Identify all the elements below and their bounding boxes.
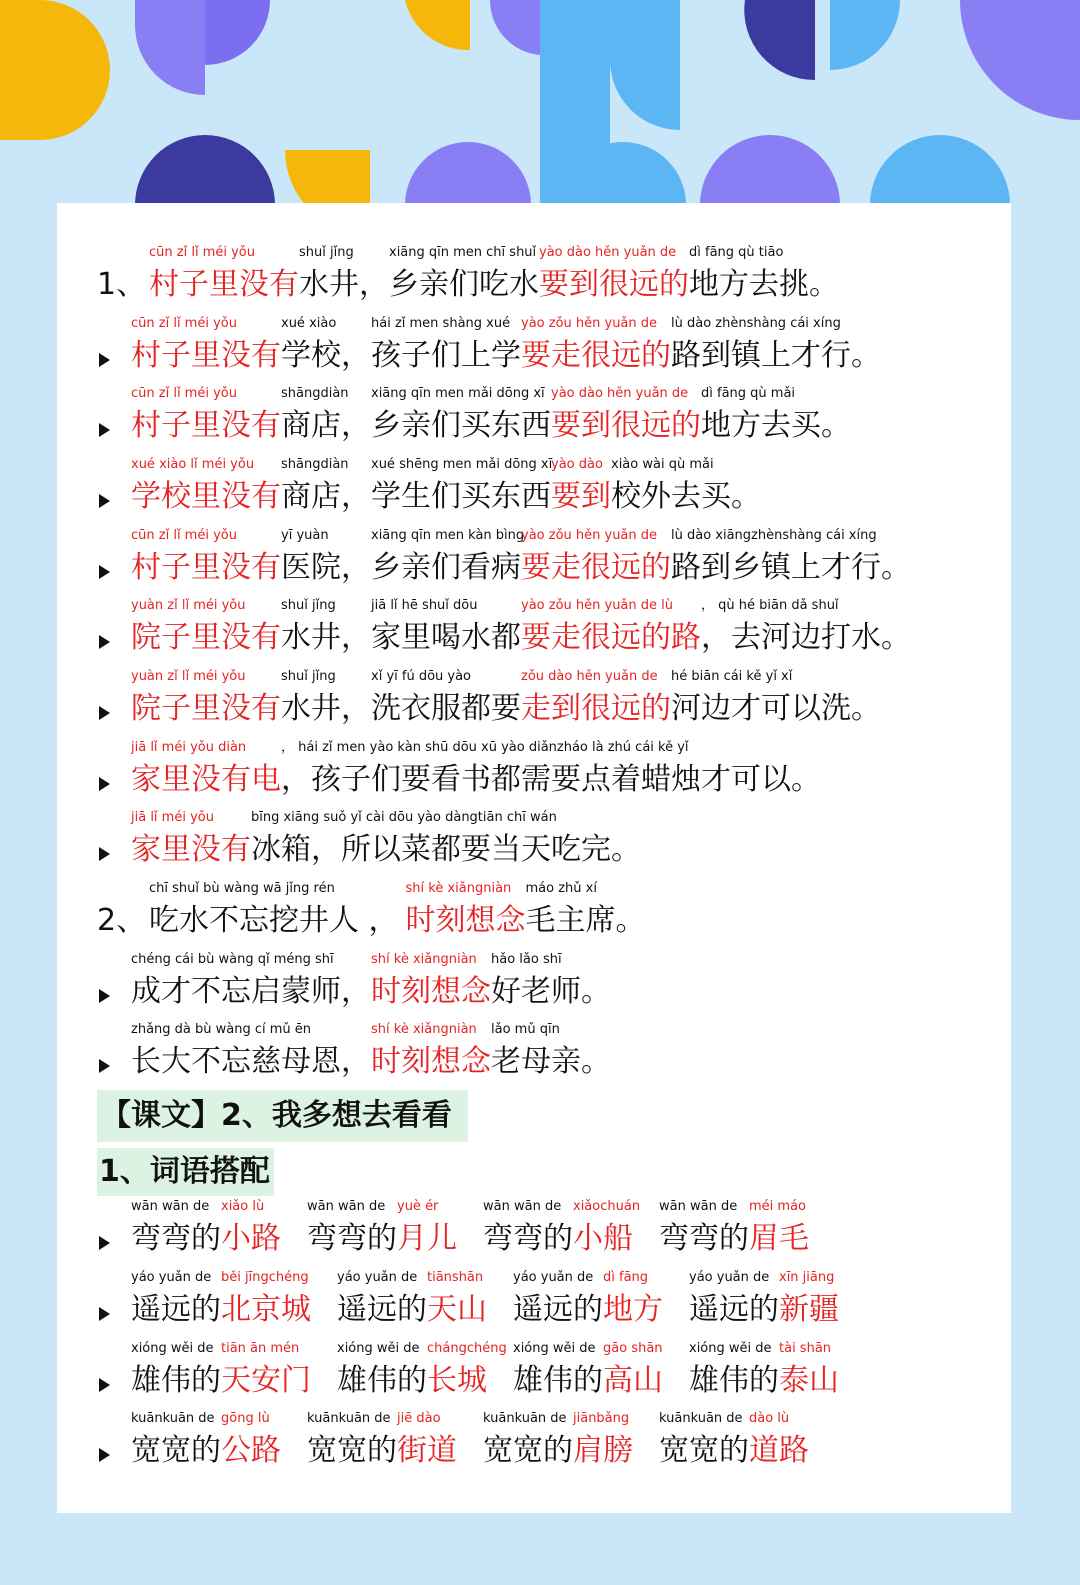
- pinyin: gāo shān: [603, 1341, 663, 1356]
- hanzi: 雄伟的: [131, 1363, 221, 1398]
- highlighted-phrase: [221, 1339, 311, 1405]
- sub-heading: 1、词语搭配: [97, 1148, 274, 1196]
- hanzi: 天山: [427, 1292, 487, 1327]
- highlighted-phrase: [539, 243, 689, 309]
- hanzi: ，孩子们要看书都需要点着蜡烛才可以。: [281, 762, 821, 797]
- pinyin: shí kè xiǎngniàn: [405, 881, 512, 896]
- hanzi: 村子里没有: [131, 550, 281, 585]
- highlighted-phrase: [371, 1020, 508, 1086]
- hanzi: 村子里没有: [131, 338, 281, 373]
- pinyin: jiā lǐ méi yǒu: [131, 810, 214, 825]
- hanzi: 学校，: [281, 338, 371, 373]
- pinyin: máo zhǔ xí: [525, 881, 597, 896]
- pinyin: xiāng qīn men chī shuǐ: [389, 245, 537, 260]
- hanzi: 走到很远的: [521, 691, 671, 726]
- pinyin: gōng lù: [221, 1411, 270, 1426]
- pinyin: yuàn zǐ lǐ méi yǒu: [131, 598, 246, 613]
- pinyin: méi máo: [749, 1199, 806, 1214]
- phrase: [251, 808, 646, 874]
- hanzi: 地方: [603, 1292, 663, 1327]
- phrase: [281, 596, 371, 662]
- highlighted-phrase: [131, 314, 281, 380]
- text-row: [57, 314, 1011, 380]
- phrase: [371, 314, 538, 380]
- hanzi: 时刻想念: [371, 974, 491, 1009]
- highlighted-phrase: [779, 1339, 840, 1405]
- highlighted-phrase: [779, 1268, 847, 1334]
- pinyin: hé biān cái kě yǐ xǐ: [671, 669, 793, 684]
- hanzi: 村子里没有: [149, 267, 299, 302]
- text-row: [57, 1197, 1011, 1263]
- pinyin: xǐ yī fú dōu yào: [371, 669, 472, 684]
- hanzi: 要到很远的: [551, 408, 701, 443]
- highlighted-phrase: [397, 1409, 458, 1475]
- highlighted-phrase: [749, 1197, 810, 1263]
- highlighted-phrase: [131, 808, 253, 874]
- phrase: [491, 950, 611, 1016]
- hanzi: 雄伟的: [513, 1363, 603, 1398]
- hanzi: 校外去买。: [611, 479, 761, 514]
- hanzi: 弯弯的: [483, 1221, 573, 1256]
- pinyin: wān wān de: [131, 1199, 210, 1214]
- highlighted-phrase: [131, 384, 281, 450]
- hanzi: 孩子们上学: [371, 338, 521, 373]
- hanzi: 家里喝水都: [371, 620, 521, 655]
- hanzi: 路到镇上才行。: [671, 338, 881, 373]
- hanzi: 地方去挑。: [689, 267, 839, 302]
- hanzi: 时刻想念: [371, 1044, 491, 1079]
- hanzi: 医院，: [281, 550, 371, 585]
- hanzi: 肩膀: [573, 1433, 633, 1468]
- pinyin: bīng xiāng suǒ yǐ cài dōu yào dàngtiān chī wán: [251, 810, 557, 825]
- hanzi: 弯弯的: [307, 1221, 397, 1256]
- pinyin: xióng wěi de: [131, 1341, 214, 1356]
- bullet-triangle-icon: [99, 1307, 110, 1321]
- pinyin: ， qù hé biān dǎ shuǐ: [701, 598, 839, 613]
- highlighted-phrase: [406, 879, 543, 945]
- phrase: [131, 1339, 230, 1405]
- hanzi: 月儿: [397, 1221, 457, 1256]
- pinyin: wān wān de: [307, 1199, 386, 1214]
- pinyin: chángchéng: [427, 1341, 507, 1356]
- hanzi: 家里没有: [131, 832, 251, 867]
- phrase: [281, 667, 371, 733]
- pinyin: xióng wěi de: [337, 1341, 420, 1356]
- phrase: [526, 879, 646, 945]
- pinyin: lù dào xiāngzhènshàng cái xíng: [671, 528, 877, 543]
- highlighted-phrase: [221, 1409, 282, 1475]
- bullet-triangle-icon: [99, 1448, 110, 1462]
- hanzi: 好老师。: [491, 974, 611, 1009]
- pinyin: shāngdiàn: [281, 386, 349, 401]
- hanzi: 水井，: [281, 691, 371, 726]
- highlighted-phrase: [603, 1339, 664, 1405]
- pinyin: kuānkuān de: [483, 1411, 567, 1426]
- pinyin: hǎo lǎo shī: [491, 952, 562, 967]
- bullet-triangle-icon: [99, 565, 110, 579]
- pinyin: yào dào hěn yuǎn de: [551, 386, 689, 401]
- hanzi: 要走很远的: [521, 338, 671, 373]
- bullet-triangle-icon: [99, 989, 110, 1003]
- hanzi: 北京城: [221, 1292, 311, 1327]
- phrase: [281, 384, 371, 450]
- pinyin: yuàn zǐ lǐ méi yǒu: [131, 669, 246, 684]
- item-number: 1、: [97, 267, 147, 302]
- pinyin: yào zǒu hěn yuǎn de: [521, 316, 658, 331]
- phrase: [701, 384, 851, 450]
- pinyin: cūn zǐ lǐ méi yǒu: [131, 528, 237, 543]
- hanzi: 长大不忘慈母恩，: [131, 1044, 371, 1079]
- phrase: [689, 243, 839, 309]
- text-row: [57, 384, 1011, 450]
- phrase: [371, 526, 538, 592]
- phrase: [659, 1409, 750, 1475]
- hanzi: 遥远的: [131, 1292, 221, 1327]
- pinyin: cūn zǐ lǐ méi yǒu: [131, 386, 237, 401]
- phrase: [149, 879, 406, 945]
- pinyin: kuānkuān de: [307, 1411, 391, 1426]
- pinyin: shí kè xiǎngniàn: [371, 1022, 477, 1037]
- text-row: [57, 950, 1011, 1016]
- pinyin: wān wān de: [483, 1199, 562, 1214]
- phrase: [671, 667, 881, 733]
- pinyin: xué shēng men mǎi dōng xī: [371, 457, 553, 472]
- highlighted-phrase: [749, 1409, 809, 1475]
- hanzi: 宽宽的: [483, 1433, 573, 1468]
- bullet-triangle-icon: [99, 423, 110, 437]
- pinyin: xué xiào lǐ méi yǒu: [131, 457, 255, 472]
- hanzi: 水井，: [281, 620, 371, 655]
- pinyin: chéng cái bù wàng qǐ méng shī: [131, 952, 334, 967]
- pinyin: lǎo mǔ qīn: [491, 1022, 560, 1037]
- hanzi: 高山: [603, 1363, 663, 1398]
- pinyin: shí kè xiǎngniàn: [371, 952, 477, 967]
- pinyin: jiā lǐ méi yǒu diàn: [131, 740, 247, 755]
- hanzi: 要到很远的: [539, 267, 689, 302]
- hanzi: 新疆: [779, 1292, 839, 1327]
- text-row: [57, 243, 1011, 309]
- hanzi: 洗衣服都要: [371, 691, 521, 726]
- pinyin: yáo yuǎn de: [689, 1270, 770, 1285]
- bullet-triangle-icon: [99, 635, 110, 649]
- phrase: [131, 1020, 382, 1086]
- phrase: [307, 1197, 397, 1263]
- pinyin: dào lù: [749, 1411, 790, 1426]
- pinyin: dì fāng qù mǎi: [701, 386, 796, 401]
- pinyin: yáo yuǎn de: [337, 1270, 418, 1285]
- phrase: [701, 596, 911, 662]
- hanzi: 院子里没有: [131, 691, 281, 726]
- phrase: [281, 314, 371, 380]
- phrase: [131, 1409, 222, 1475]
- pinyin: yuè ér: [397, 1199, 439, 1214]
- text-row: [57, 455, 1011, 521]
- pinyin: yī yuàn: [281, 528, 329, 543]
- content-rows: [57, 203, 1011, 1513]
- highlighted-phrase: [131, 455, 291, 521]
- highlighted-phrase: [131, 526, 281, 592]
- text-row: [57, 596, 1011, 662]
- phrase: [131, 1268, 222, 1334]
- hanzi: 商店，: [281, 408, 371, 443]
- phrase: [307, 1409, 398, 1475]
- pinyin: běi jīngchéng: [221, 1270, 309, 1285]
- phrase: [689, 1339, 788, 1405]
- phrase: [671, 314, 881, 380]
- phrase: [513, 1339, 612, 1405]
- pinyin: shuǐ jǐng: [299, 245, 354, 260]
- pinyin: jiē dào: [397, 1411, 441, 1426]
- text-row: [57, 879, 1011, 945]
- pinyin: xiāng qīn men mǎi dōng xī: [371, 386, 545, 401]
- bullet-triangle-icon: [99, 777, 110, 791]
- pinyin: xiǎochuán: [573, 1199, 641, 1214]
- pinyin: wān wān de: [659, 1199, 738, 1214]
- pinyin: chī shuǐ bù wàng wā jǐng rén: [149, 881, 335, 896]
- bullet-triangle-icon: [99, 1059, 110, 1073]
- highlighted-phrase: [521, 667, 671, 733]
- phrase: [337, 1339, 436, 1405]
- phrase: [611, 455, 761, 521]
- pinyin: lù dào zhènshàng cái xíng: [671, 316, 841, 331]
- lesson-heading: 【课文】2、我多想去看看: [97, 1090, 468, 1142]
- text-row: [57, 1268, 1011, 1334]
- hanzi: 冰箱，所以菜都要当天吃完。: [251, 832, 641, 867]
- hanzi: 乡亲们看病: [371, 550, 521, 585]
- hanzi: 遥远的: [689, 1292, 779, 1327]
- phrase: [389, 243, 556, 309]
- highlighted-phrase: [131, 667, 283, 733]
- pinyin: cūn zǐ lǐ méi yǒu: [149, 245, 255, 260]
- pinyin: xiào wài qù mǎi: [611, 457, 714, 472]
- hanzi: 小船: [573, 1221, 633, 1256]
- phrase: [491, 1020, 611, 1086]
- content-card: [57, 203, 1011, 1513]
- phrase: [337, 1268, 428, 1334]
- phrase: [371, 667, 521, 733]
- highlighted-phrase: [149, 243, 299, 309]
- phrase: [281, 738, 821, 804]
- phrase: [131, 1197, 221, 1263]
- phrase: [281, 455, 371, 521]
- pinyin: xiāng qīn men kàn bìng: [371, 528, 525, 543]
- text-row: [57, 667, 1011, 733]
- phrase: [483, 1197, 573, 1263]
- hanzi: 遥远的: [337, 1292, 427, 1327]
- pinyin: tiānshān: [427, 1270, 484, 1285]
- pinyin: xióng wěi de: [513, 1341, 596, 1356]
- bullet-triangle-icon: [99, 847, 110, 861]
- hanzi: 宽宽的: [307, 1433, 397, 1468]
- pinyin: yào dào hěn yuǎn de: [539, 245, 677, 260]
- text-row: [57, 1020, 1011, 1086]
- pinyin: yáo yuǎn de: [131, 1270, 212, 1285]
- pinyin: yào zǒu hěn yuǎn de lù: [521, 598, 674, 613]
- hanzi: 眉毛: [749, 1221, 809, 1256]
- highlighted-phrase: [521, 314, 671, 380]
- hanzi: 地方去买。: [701, 408, 851, 443]
- pinyin: xióng wěi de: [689, 1341, 772, 1356]
- hanzi: 河边才可以洗。: [671, 691, 881, 726]
- highlighted-phrase: [551, 455, 611, 521]
- hanzi: 小路: [221, 1221, 281, 1256]
- hanzi: 学生们买东西: [371, 479, 551, 514]
- phrase: [371, 455, 561, 521]
- item-number: 2、: [97, 903, 147, 938]
- phrase: [131, 950, 382, 1016]
- highlighted-phrase: [551, 384, 701, 450]
- pinyin: dì fāng: [603, 1270, 649, 1285]
- highlighted-phrase: [573, 1409, 634, 1475]
- hanzi: 天安门: [221, 1363, 311, 1398]
- bullet-triangle-icon: [99, 706, 110, 720]
- pinyin: kuānkuān de: [131, 1411, 215, 1426]
- hanzi: 村子里没有: [131, 408, 281, 443]
- text-row: [57, 1409, 1011, 1475]
- pinyin: jiānbǎng: [573, 1411, 630, 1426]
- hanzi: 商店，: [281, 479, 371, 514]
- highlighted-phrase: [427, 1339, 507, 1405]
- bullet-triangle-icon: [99, 1378, 110, 1392]
- pinyin: shāngdiàn: [281, 457, 349, 472]
- highlighted-phrase: [573, 1197, 641, 1263]
- phrase: [513, 1268, 604, 1334]
- text-row: [57, 738, 1011, 804]
- hanzi: 公路: [221, 1433, 281, 1468]
- highlighted-phrase: [603, 1268, 664, 1334]
- highlighted-phrase: [131, 596, 283, 662]
- hanzi: 宽宽的: [659, 1433, 749, 1468]
- pinyin: xiǎo lù: [221, 1199, 265, 1214]
- phrase: [659, 1197, 749, 1263]
- bullet-triangle-icon: [99, 353, 110, 367]
- hanzi: ，去河边打水。: [701, 620, 911, 655]
- hanzi: 要走很远的路: [521, 620, 701, 655]
- hanzi: 乡亲们吃水: [389, 267, 539, 302]
- pinyin: ， hái zǐ men yào kàn shū dōu xū yào diǎnzháo là zhú cái kě yǐ: [281, 740, 689, 755]
- pinyin: zhǎng dà bù wàng cí mǔ ēn: [131, 1022, 312, 1037]
- hanzi: 院子里没有: [131, 620, 281, 655]
- hanzi: 要走很远的: [521, 550, 671, 585]
- hanzi: 路到乡镇上才行。: [671, 550, 911, 585]
- hanzi: 乡亲们买东西: [371, 408, 551, 443]
- pinyin: zǒu dào hěn yuǎn de: [521, 669, 658, 684]
- highlighted-phrase: [397, 1197, 457, 1263]
- pinyin: kuānkuān de: [659, 1411, 743, 1426]
- text-row: [57, 808, 1011, 874]
- hanzi: 老母亲。: [491, 1044, 611, 1079]
- hanzi: 雄伟的: [337, 1363, 427, 1398]
- hanzi: 长城: [427, 1363, 487, 1398]
- highlighted-phrase: [521, 596, 701, 662]
- text-row: [57, 526, 1011, 592]
- pinyin: jiā lǐ hē shuǐ dōu: [371, 598, 478, 613]
- pinyin: yáo yuǎn de: [513, 1270, 594, 1285]
- hanzi: 成才不忘启蒙师，: [131, 974, 371, 1009]
- highlighted-phrase: [427, 1268, 488, 1334]
- hanzi: 泰山: [779, 1363, 839, 1398]
- highlighted-phrase: [371, 950, 508, 1016]
- text-row: [57, 1339, 1011, 1405]
- pinyin: cūn zǐ lǐ méi yǒu: [131, 316, 237, 331]
- pinyin: yào zǒu hěn yuǎn de: [521, 528, 658, 543]
- highlighted-phrase: [521, 526, 671, 592]
- pinyin: dì fāng qù tiāo: [689, 245, 784, 260]
- phrase: [671, 526, 911, 592]
- hanzi: 要到: [551, 479, 611, 514]
- bullet-triangle-icon: [99, 1236, 110, 1250]
- hanzi: 街道: [397, 1433, 457, 1468]
- pinyin: shuǐ jǐng: [281, 669, 336, 684]
- pinyin: tiān ān mén: [221, 1341, 300, 1356]
- phrase: [299, 243, 389, 309]
- hanzi: 宽宽的: [131, 1433, 221, 1468]
- hanzi: 雄伟的: [689, 1363, 779, 1398]
- phrase: [483, 1409, 574, 1475]
- phrase: [371, 384, 561, 450]
- phrase: [689, 1268, 780, 1334]
- hanzi: 遥远的: [513, 1292, 603, 1327]
- pinyin: tài shān: [779, 1341, 832, 1356]
- hanzi: 弯弯的: [131, 1221, 221, 1256]
- pinyin: shuǐ jǐng: [281, 598, 336, 613]
- highlighted-phrase: [221, 1268, 320, 1334]
- hanzi: 水井，: [299, 267, 389, 302]
- hanzi: 家里没有电: [131, 762, 281, 797]
- highlighted-phrase: [221, 1197, 282, 1263]
- phrase: [281, 526, 371, 592]
- phrase: [371, 596, 538, 662]
- pinyin: xīn jiāng: [779, 1270, 835, 1285]
- hanzi: 时刻想念: [405, 903, 526, 938]
- hanzi: 吃水不忘挖井人 ，: [149, 903, 399, 938]
- pinyin: hái zǐ men shàng xué: [371, 316, 511, 331]
- pinyin: yào dào: [551, 457, 603, 472]
- highlighted-phrase: [131, 738, 291, 804]
- pinyin: xué xiào: [281, 316, 337, 331]
- hanzi: 道路: [749, 1433, 809, 1468]
- hanzi: 弯弯的: [659, 1221, 749, 1256]
- hanzi: 学校里没有: [131, 479, 281, 514]
- hanzi: 毛主席。: [525, 903, 646, 938]
- bullet-triangle-icon: [99, 494, 110, 508]
- decorative-header-shapes: [0, 0, 1080, 220]
